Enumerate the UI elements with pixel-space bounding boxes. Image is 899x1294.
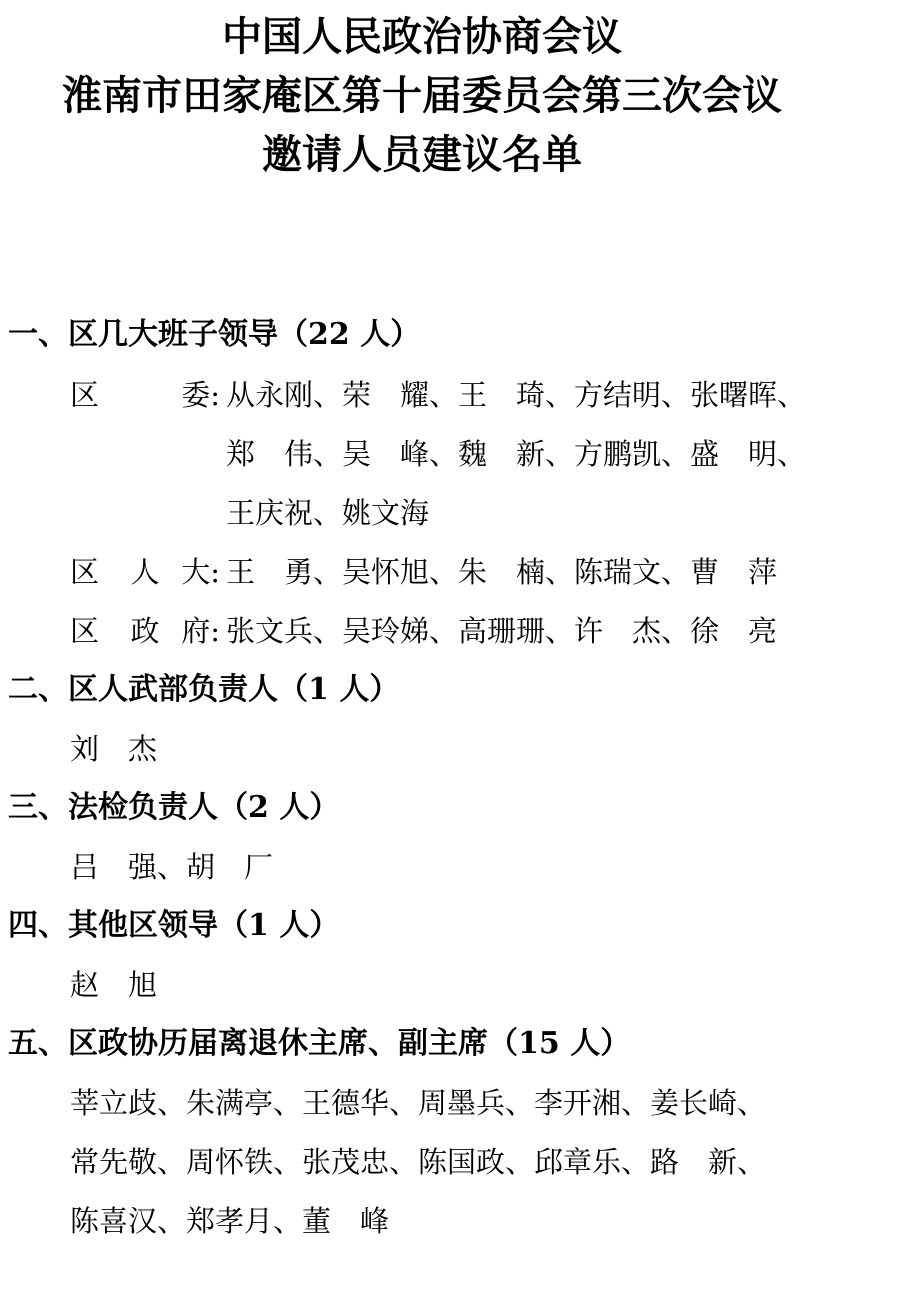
title-line-1: 中国人民政治协商会议	[222, 13, 622, 60]
section-heading-5: 五、区政协历届离退休主席、副主席（15 人）	[8, 1026, 631, 1061]
title-line-2: 淮南市田家庵区第十届委员会第三次会议	[62, 72, 782, 119]
name-line: 刘 杰	[70, 732, 158, 766]
name-line: 郑 伟、吴 峰、魏 新、方鹏凯、盛 明、	[226, 437, 807, 471]
name-line: 从永刚、荣 耀、王 琦、方结明、张曙晖、	[226, 378, 807, 412]
name-line: 陈喜汉、郑孝月、董 峰	[70, 1204, 390, 1238]
label-char: 政	[130, 614, 160, 648]
title-line-3: 邀请人员建议名单	[262, 131, 582, 178]
name-line: 王 勇、吴怀旭、朱 楠、陈瑞文、曹 萍	[226, 555, 778, 589]
name-line: 莘立歧、朱满亭、王德华、周墨兵、李开湘、姜长崎、	[70, 1086, 767, 1120]
name-line: 常先敬、周怀铁、张茂忠、陈国政、邱章乐、路 新、	[70, 1145, 767, 1179]
name-line: 王庆祝、姚文海	[226, 496, 430, 530]
label-char: 区	[70, 378, 100, 412]
label-char: 人	[130, 555, 160, 589]
name-line: 张文兵、吴玲娣、高珊珊、许 杰、徐 亮	[226, 614, 778, 648]
section-heading-3: 三、法检负责人（2 人）	[8, 790, 340, 825]
section-heading-4: 四、其他区领导（1 人）	[8, 908, 340, 943]
section-heading-2: 二、区人武部负责人（1 人）	[8, 672, 400, 707]
label-char: 区	[70, 555, 100, 589]
label-char: 委:	[181, 378, 220, 412]
label-char: 区	[70, 614, 100, 648]
label-char: 府:	[181, 614, 220, 648]
section-heading-1: 一、区几大班子领导（22 人）	[8, 317, 421, 352]
name-line: 赵 旭	[70, 968, 158, 1002]
name-line: 吕 强、胡 厂	[70, 850, 274, 884]
label-char: 大:	[181, 555, 220, 589]
